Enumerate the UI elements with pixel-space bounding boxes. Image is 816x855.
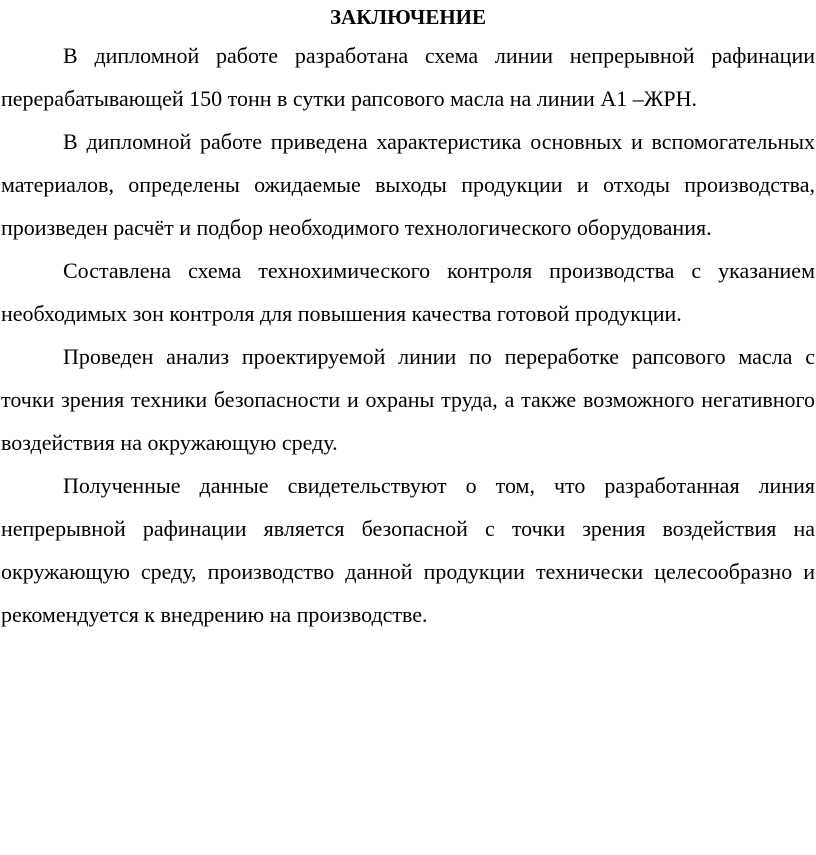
document-title: ЗАКЛЮЧЕНИЕ xyxy=(329,5,487,29)
paragraph-summary: В дипломной работе разработана схема линии непрерывной рафинации перерабатывающей 150 тонн в сутки рапсового масла на линии А1 –ЖРН. xyxy=(1,43,815,111)
paragraph-safety: Проведен анализ проектируемой линии по переработке рапсового масла с точки зрения техники безопасности и охраны труда, а также возможного негативного воздействия на окружающую среду. xyxy=(1,344,815,455)
paragraph-conclusion: Полученные данные свидетельствуют о том, что разработанная линия непрерывной рафинации является безопасной с точки зрения воздействия на окружающую среду, производство данной продукции технически целесообразно и рекомендуется к внедрению на производстве. xyxy=(1,473,815,627)
paragraph-materials: В дипломной работе приведена характеристика основных и вспомогательных материалов, определены ожидаемые выходы продукции и отходы производства, произведен расчёт и подбор необходимого технологического оборудования. xyxy=(1,129,815,240)
paragraph-control: Составлена схема технохимического контроля производства с указанием необходимых зон контроля для повышения качества готовой продукции. xyxy=(1,258,815,326)
